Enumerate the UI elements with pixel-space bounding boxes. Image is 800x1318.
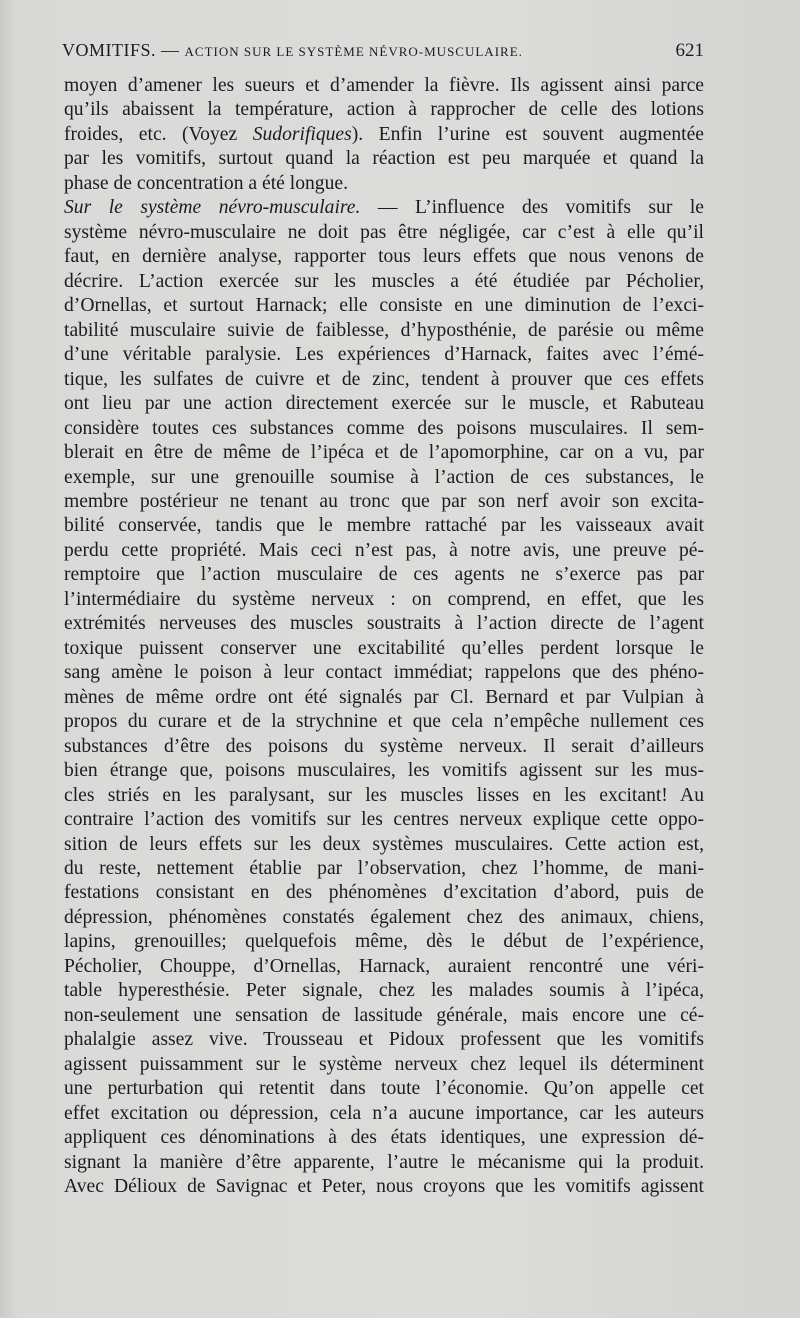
text-line	[64, 563, 704, 587]
text-segment: phase de concentration a été longue.	[64, 172, 348, 194]
text-segment: contraire l’action des vomitifs sur les centres nerveux explique cette oppo-	[64, 809, 704, 831]
text-line	[64, 441, 704, 465]
text-segment: considère toutes ces substances comme des poisons musculaires. Il sem-	[64, 417, 704, 439]
text-line	[64, 661, 704, 685]
page-number: 621	[675, 40, 704, 61]
text-line	[64, 833, 704, 857]
text-line	[64, 147, 704, 171]
text-line	[64, 172, 704, 196]
text-line	[64, 417, 704, 441]
text-segment: faut, en dernière analyse, rapporter tous leurs effets que nous venons de	[64, 246, 704, 268]
text-line	[64, 881, 704, 905]
text-line	[64, 930, 704, 954]
text-segment: bien étrange que, poisons musculaires, les vomitifs agissent sur les mus-	[64, 760, 704, 782]
text-segment: lapins, grenouilles; quelquefois même, dès le début de l’expérience,	[64, 931, 704, 953]
body-text	[64, 74, 704, 1200]
text-segment: propos du curare et de la strychnine et que cela n’empêche nullement ces	[64, 711, 704, 733]
text-segment: mènes de même ordre ont été signalés par Cl. Bernard et par Vulpian à	[64, 686, 704, 708]
text-line	[64, 1053, 704, 1077]
text-line	[64, 245, 704, 269]
text-segment: une perturbation qui retentit dans toute l’économie. Qu’on appelle cet	[64, 1078, 704, 1100]
text-segment: dépression, phénomènes constatés également chez des animaux, chiens,	[64, 906, 704, 928]
text-segment: remptoire que l’action musculaire de ces agents ne s’exerce pas par	[64, 564, 704, 586]
text-line	[64, 1151, 704, 1175]
text-segment: d’Ornellas, et surtout Harnack; elle consiste en une diminution de l’exci-	[64, 295, 704, 317]
text-segment: d’une véritable paralysie. Les expériences d’Harnack, faites avec l’émé-	[64, 344, 704, 366]
text-line	[64, 857, 704, 881]
text-line	[64, 588, 704, 612]
text-segment: Pécholier, Chouppe, d’Ornellas, Harnack, auraient rencontré une véri-	[64, 955, 704, 977]
text-segment: sition de leurs effets sur les deux systèmes musculaires. Cette action est,	[64, 833, 704, 855]
text-segment: du reste, nettement établie par l’observation, chez l’homme, de mani-	[64, 858, 704, 879]
italic-text: Sudorifiques	[252, 123, 352, 145]
text-line	[64, 270, 704, 294]
text-segment: perdu cette propriété. Mais ceci n’est pas, à notre avis, une preuve pé-	[64, 539, 704, 561]
text-line	[64, 466, 704, 490]
running-head-dash: —	[161, 40, 180, 60]
text-segment: festations consistant en des phénomènes d’excitation d’abord, puis de	[64, 882, 704, 904]
text-segment: substances d’être des poisons du système nerveux. Il serait d’ailleurs	[64, 735, 704, 757]
text-segment: agissent puissamment sur le système nerveux chez lequel ils déterminent	[64, 1053, 704, 1075]
text-line	[64, 392, 704, 416]
text-line	[64, 196, 704, 220]
text-line	[64, 686, 704, 710]
text-segment: blerait en être de même de l’ipéca et de l’apomorphine, car on a vu, par	[64, 442, 704, 464]
text-line	[64, 637, 704, 661]
text-line	[64, 612, 704, 636]
text-line	[64, 1175, 704, 1199]
text-segment: tabilité musculaire suivie de faiblesse, d’hyposthénie, de parésie ou même	[64, 319, 704, 341]
text-line	[64, 1004, 704, 1028]
text-segment: exemple, sur une grenouille soumise à l’action de ces substances, le	[64, 466, 704, 488]
text-line	[64, 906, 704, 930]
text-segment: qu’ils abaissent la température, action à rapprocher de celle des lotions	[64, 99, 704, 121]
text-line	[64, 294, 704, 318]
text-line	[64, 514, 704, 538]
running-head	[62, 40, 704, 64]
text-segment: phalalgie assez vive. Trousseau et Pidoux professent que les vomitifs	[64, 1029, 704, 1051]
text-segment: non-seulement une sensation de lassitude générale, mais encore une cé-	[64, 1004, 704, 1026]
text-segment: décrire. L’action exercée sur les muscles a été étudiée par Pécholier,	[64, 270, 704, 292]
text-line	[64, 784, 704, 808]
text-line	[64, 1102, 704, 1126]
text-segment: table hyperesthésie. Peter signale, chez les malades soumis à l’ipéca,	[64, 980, 704, 1002]
text-segment: signant la manière d’être apparente, l’autre le mécanisme qui la produit.	[64, 1151, 704, 1173]
text-line	[64, 74, 704, 98]
text-line	[64, 1077, 704, 1101]
text-line	[64, 1028, 704, 1052]
text-segment: moyen d’amener les sueurs et d’amender la fièvre. Ils agissent ainsi parce	[64, 75, 704, 96]
text-segment: appliquent ces dénominations à des états identiques, une expression dé-	[64, 1127, 704, 1149]
text-segment: effet excitation ou dépression, cela n’a aucune importance, car les auteurs	[64, 1102, 704, 1124]
running-head-title-minor: ACTION SUR LE SYSTÈME NÉVRO-MUSCULAIRE.	[184, 44, 523, 59]
text-segment: ont lieu par une action directement exercée sur le muscle, et Rabuteau	[64, 393, 704, 415]
text-segment: Avec Délioux de Savignac et Peter, nous croyons que les vomitifs agissent	[64, 1176, 704, 1198]
running-head-title	[62, 40, 523, 61]
text-line	[64, 1126, 704, 1150]
text-segment: ). Enfin l’urine est souvent augmentée	[351, 123, 704, 145]
text-segment: toxique puissent conserver une excitabilité qu’elles perdent lorsque le	[64, 637, 704, 659]
italic-text: Sur le système névro-musculaire.	[64, 197, 361, 219]
text-segment: froides, etc. (Voyez	[64, 123, 253, 145]
text-line	[64, 979, 704, 1003]
text-line	[64, 368, 704, 392]
text-line	[64, 221, 704, 245]
text-line	[64, 490, 704, 514]
text-segment: système névro-musculaire ne doit pas être négligée, car c’est à elle qu’il	[64, 221, 704, 243]
text-line	[64, 735, 704, 759]
text-segment: — L’influence des vomitifs sur le	[360, 197, 704, 219]
text-segment: l’intermédiaire du système nerveux : on comprend, en effet, que les	[64, 588, 704, 610]
text-segment: tique, les sulfates de cuivre et de zinc, tendent à prouver que ces effets	[64, 368, 704, 390]
text-line	[64, 710, 704, 734]
text-segment: sang amène le poison à leur contact immédiat; rappelons que des phéno-	[64, 662, 704, 684]
text-segment: cles striés en les paralysant, sur les muscles lisses en les excitant! Au	[64, 784, 704, 806]
text-line	[64, 539, 704, 563]
text-line	[64, 123, 704, 147]
text-segment: par les vomitifs, surtout quand la réaction est peu marquée et quand la	[64, 148, 704, 170]
text-line	[64, 343, 704, 367]
text-segment: bilité conservée, tandis que le membre rattaché par les vaisseaux avait	[64, 515, 704, 537]
text-line	[64, 955, 704, 979]
running-head-title-major: VOMITIFS.	[62, 40, 157, 60]
text-segment: extrémités nerveuses des muscles soustraits à l’action directe de l’agent	[64, 613, 704, 635]
text-line	[64, 319, 704, 343]
text-line	[64, 808, 704, 832]
text-line	[64, 759, 704, 783]
text-segment: membre postérieur ne tenant au tronc que par son nerf avoir son excita-	[64, 490, 704, 512]
text-line	[64, 98, 704, 122]
